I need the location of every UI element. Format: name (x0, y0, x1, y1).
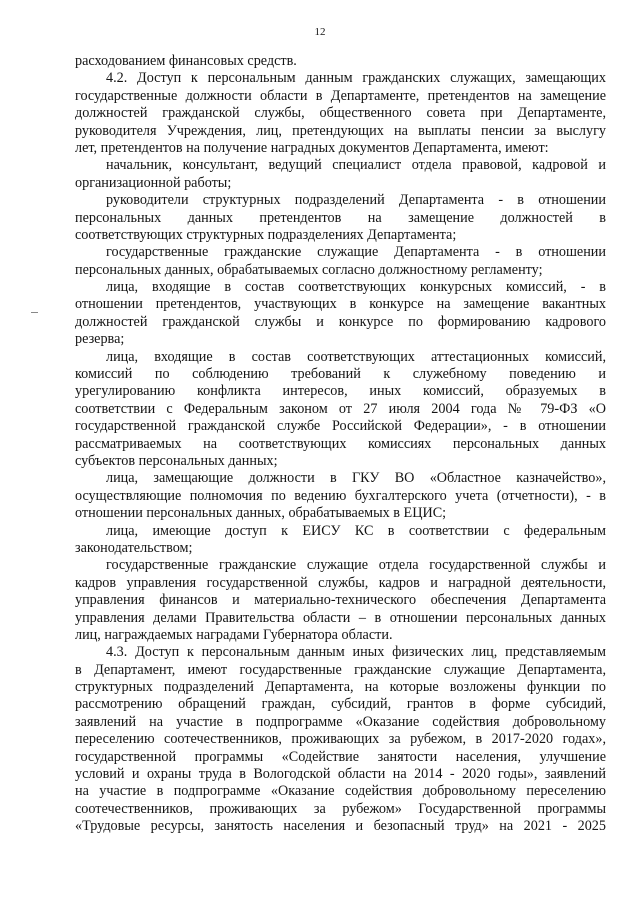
text-line: управления делами Правительства области – в отношении персональных данных (75, 609, 606, 626)
page-number: 12 (314, 26, 326, 38)
paragraph-4-3-line: 4.3. Доступ к персональным данным иных физических лиц, представляемым (106, 644, 606, 661)
text-line: управления финансов и материально-технического обеспечения Департамента (75, 592, 606, 609)
list-item-line: государственные гражданские служащие Департамента - в отношении (106, 244, 606, 261)
text-line: государственной гражданской службе Российской Федерации», - в отношении (75, 418, 606, 435)
text-line: расходованием финансовых средств. (75, 53, 297, 69)
list-item-line: лица, имеющие доступ к ЕИСУ КС в соответствии с федеральным (106, 522, 606, 539)
text-line: государственной программы «Содействие занятости населения, улучшение (75, 748, 606, 765)
text-line: урегулированию конфликта интересов, иных комиссий, образуемых в (75, 383, 606, 400)
text-line: переселению соотечественников, проживающих за рубежом, в 2017-2020 годах», (75, 731, 606, 748)
text-line: персональных данных, обрабатываемых согласно должностному регламенту; (75, 261, 543, 278)
text-line: соответствующих структурных подразделениях Департамента; (75, 226, 457, 243)
text-line: субъектов персональных данных; (75, 452, 278, 469)
list-item-line: лица, входящие в состав соответствующих аттестационных комиссий, (106, 348, 606, 365)
text-line: рассматриваемых на соответствующих комиссиях персональных данных (75, 435, 606, 452)
text-line: государственные должности области в Департаменте, претендентов на замещение (75, 87, 606, 104)
scan-margin-mark (31, 312, 38, 313)
text-line: должностей гражданской службы и конкурсе по формированию кадрового (75, 313, 606, 330)
list-item-line: руководители структурных подразделений Департамента - в отношении (106, 192, 606, 209)
page-body (75, 53, 606, 836)
text-line: структурных подразделений Департамента, на которые возложены функции по (75, 679, 606, 696)
text-line: лет, претендентов на получение наградных документов Департамента, имеют: (75, 139, 549, 156)
paragraph-4-2-line: 4.2. Доступ к персональным данным гражданских служащих, замещающих (106, 70, 606, 87)
text-line: заявлений на участие в подпрограмме «Оказание содействия добровольному (75, 713, 606, 730)
text-line: соотечественников, проживающих за рубежом» Государственной программы (75, 800, 606, 817)
text-line: осуществляющие полномочия по ведению бухгалтерского учета (отчетности), - в (75, 487, 606, 504)
text-line: кадров управления государственной службы, кадров и наградной деятельности, (75, 574, 606, 591)
text-line: «Трудовые ресурсы, занятость населения и безопасный труд» на 2021 - 2025 (75, 818, 606, 835)
text-line: руководителя Учреждения, лиц, претендующих на выплаты пенсии за выслугу (75, 122, 606, 139)
list-item-line: начальник, консультант, ведущий специалист отдела правовой, кадровой и (106, 157, 606, 174)
text-line: отношении персональных данных, обрабатываемых в ЕЦИС; (75, 505, 447, 522)
text-line: рассмотрению обращений граждан, субсидий, грантов в форме субсидий, (75, 696, 606, 713)
text-line: условий и охраны труда в Вологодской области на 2014 - 2020 годы», заявлений (75, 766, 606, 783)
list-item-line: лица, входящие в состав соответствующих конкурсных комиссий, - в (106, 279, 606, 296)
text-line: на участие в подпрограмме «Оказание содействия добровольному переселению (75, 783, 606, 800)
text-line: должностей гражданской службы, общественного совета при Департаменте, (75, 105, 606, 122)
text-line: в Департамент, имеют государственные гражданские служащие Департамента, (75, 661, 606, 678)
text-line: лиц, награждаемых наградами Губернатора области. (75, 626, 393, 643)
text-line: соответствии с Федеральным законом от 27 июля 2004 года № 79-ФЗ «О (75, 400, 606, 417)
list-item-line: государственные гражданские служащие отдела государственной службы и (106, 557, 606, 574)
text-line: резерва; (75, 331, 125, 348)
text-line: организационной работы; (75, 174, 232, 191)
list-item-line: лица, замещающие должности в ГКУ ВО «Областное казначейство», (106, 470, 606, 487)
text-line: персональных данных претендентов на замещение должностей в (75, 209, 606, 226)
text-line: законодательством; (75, 539, 193, 556)
text-line: отношении претендентов, участвующих в конкурсе на замещение вакантных (75, 296, 606, 313)
text-line: комиссий по соблюдению требований к служебному поведению и (75, 366, 606, 383)
